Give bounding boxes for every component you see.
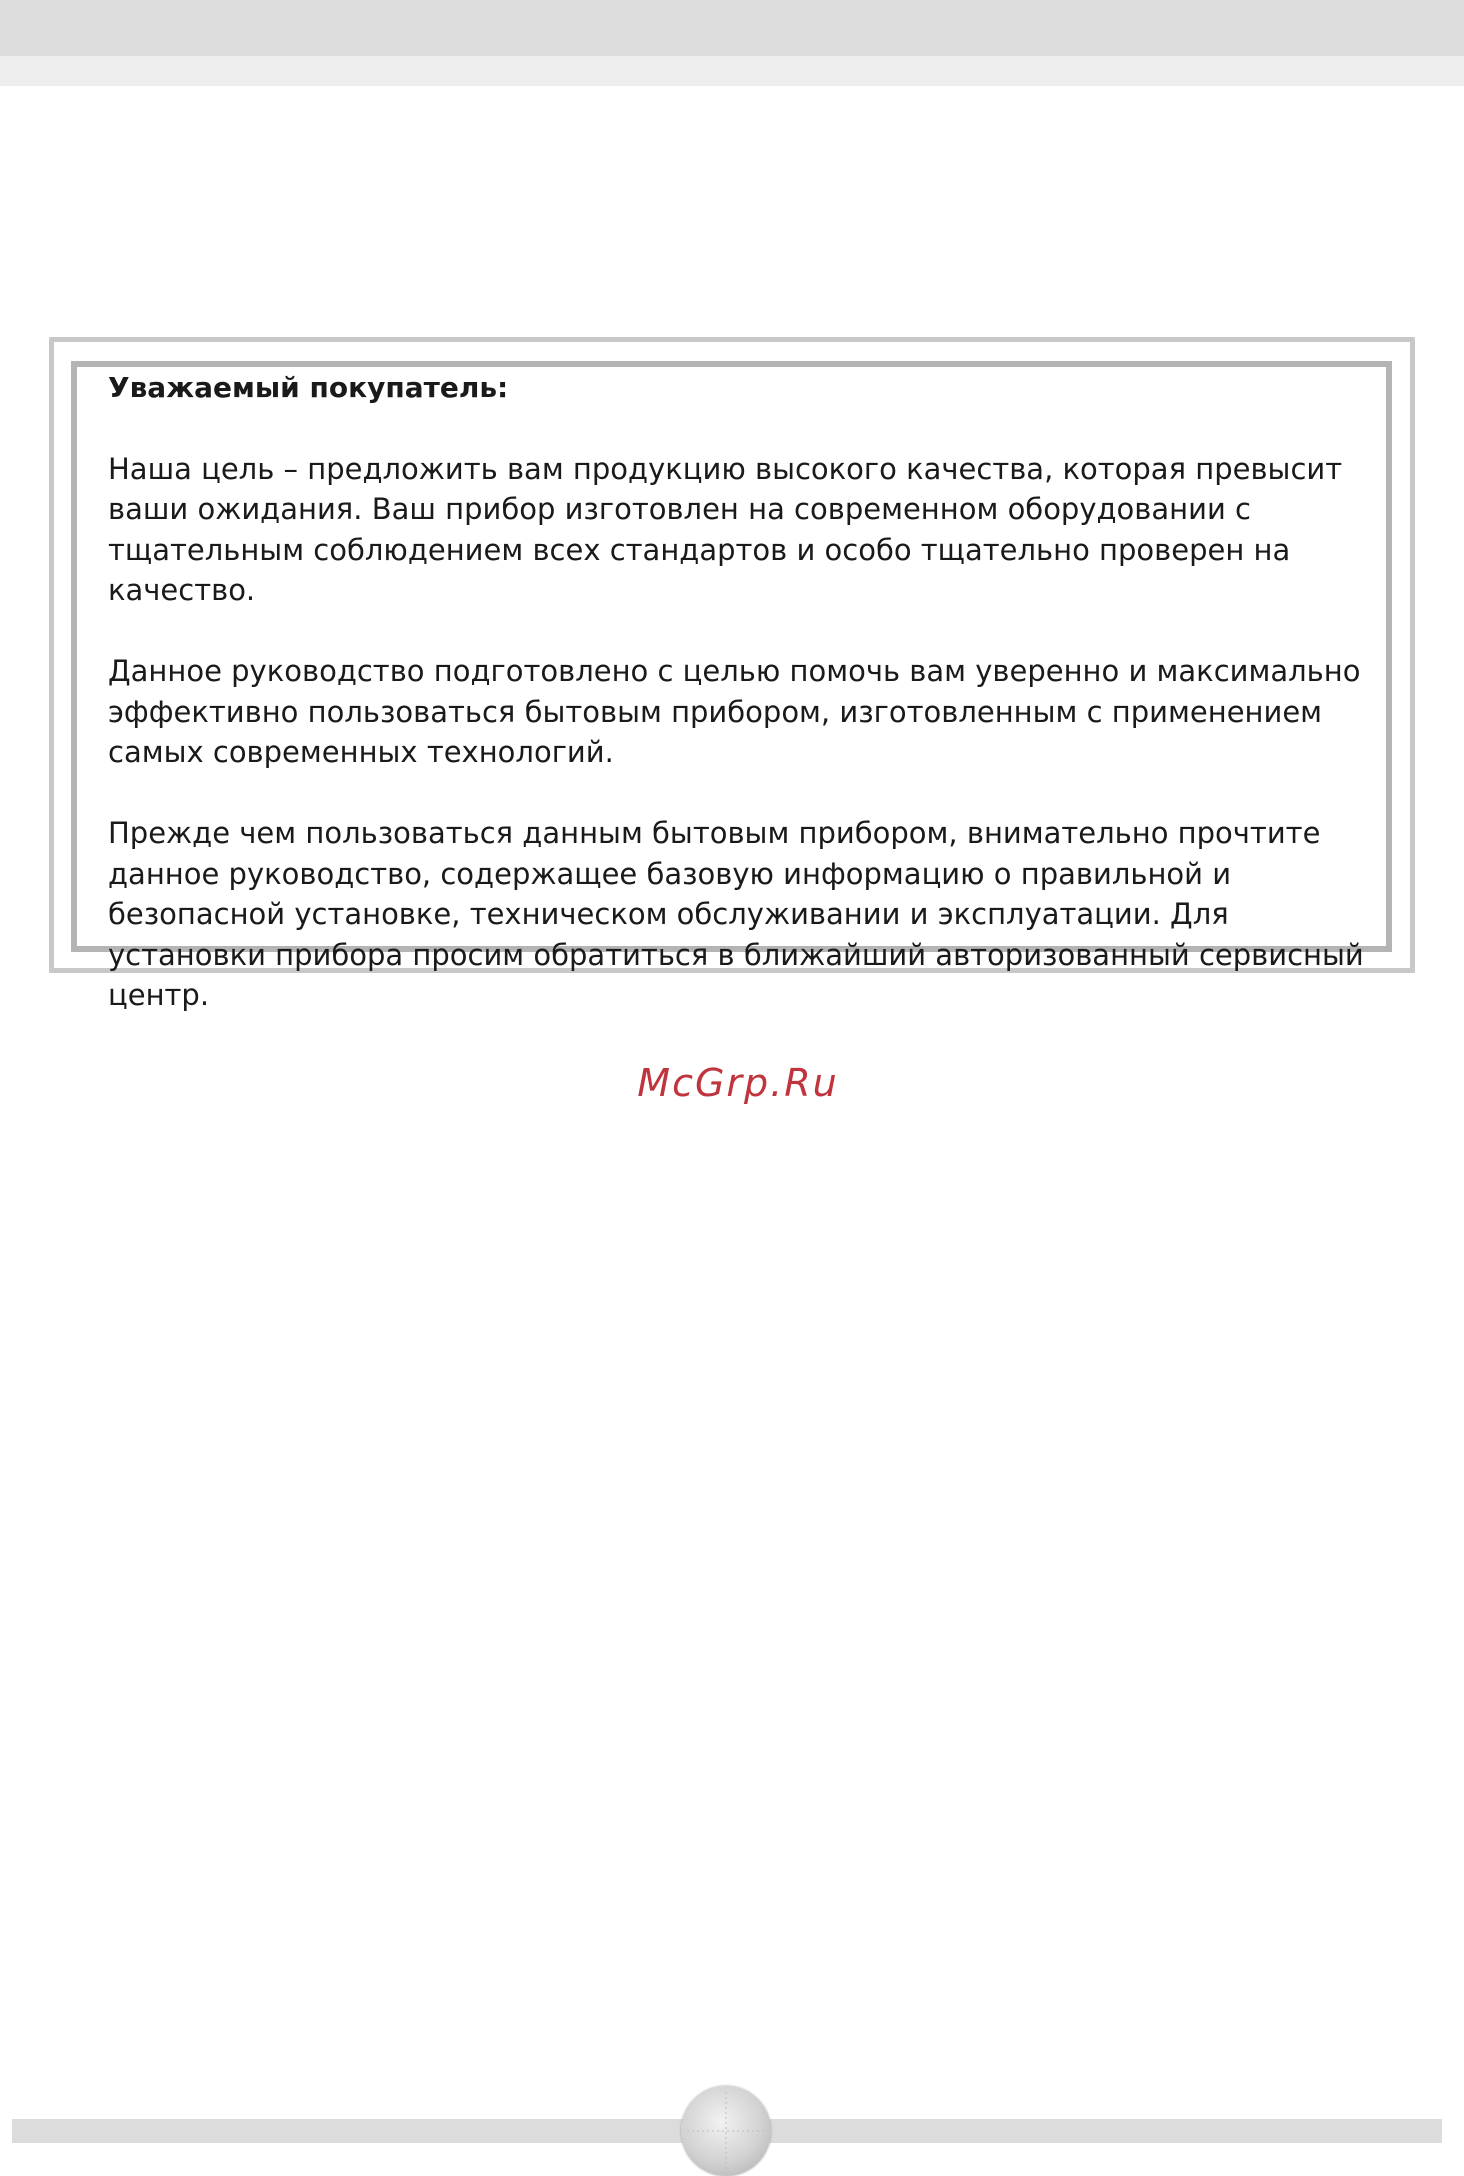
- watermark-text: McGrp.Ru: [637, 1061, 839, 1105]
- greeting-heading: Уважаемый покупатель:: [108, 371, 509, 404]
- notice-paragraph-quality: Наша цель – предложить вам продукцию высокого качества, которая превысит ваши ожидания. Ваш прибор изготовлен на современном оборудовании с тщательным соблюдением всех стандартов и особо тщательно проверен на качество.: [108, 451, 1343, 607]
- notice-paragraph-manual-purpose: Данное руководство подготовлено с целью помочь вам уверенно и максимально эффективно пользоваться бытовым прибором, изготовленным с применением самых современных технологий.: [108, 654, 1361, 769]
- notice-paragraph-instructions: Прежде чем пользоваться данным бытовым прибором, внимательно прочтите данное руководство, содержащее базовую информацию о правильной и безопасной установке, техническом обслуживании и эксплуатации. Для установки прибора просим обратиться в ближайший авторизованный сервисный центр.: [108, 816, 1364, 1012]
- top-decorative-band-light: [0, 56, 1464, 86]
- notice-text-block: [108, 368, 1384, 1016]
- top-decorative-band: [0, 0, 1464, 56]
- page-number-circle-icon: [681, 2086, 771, 2176]
